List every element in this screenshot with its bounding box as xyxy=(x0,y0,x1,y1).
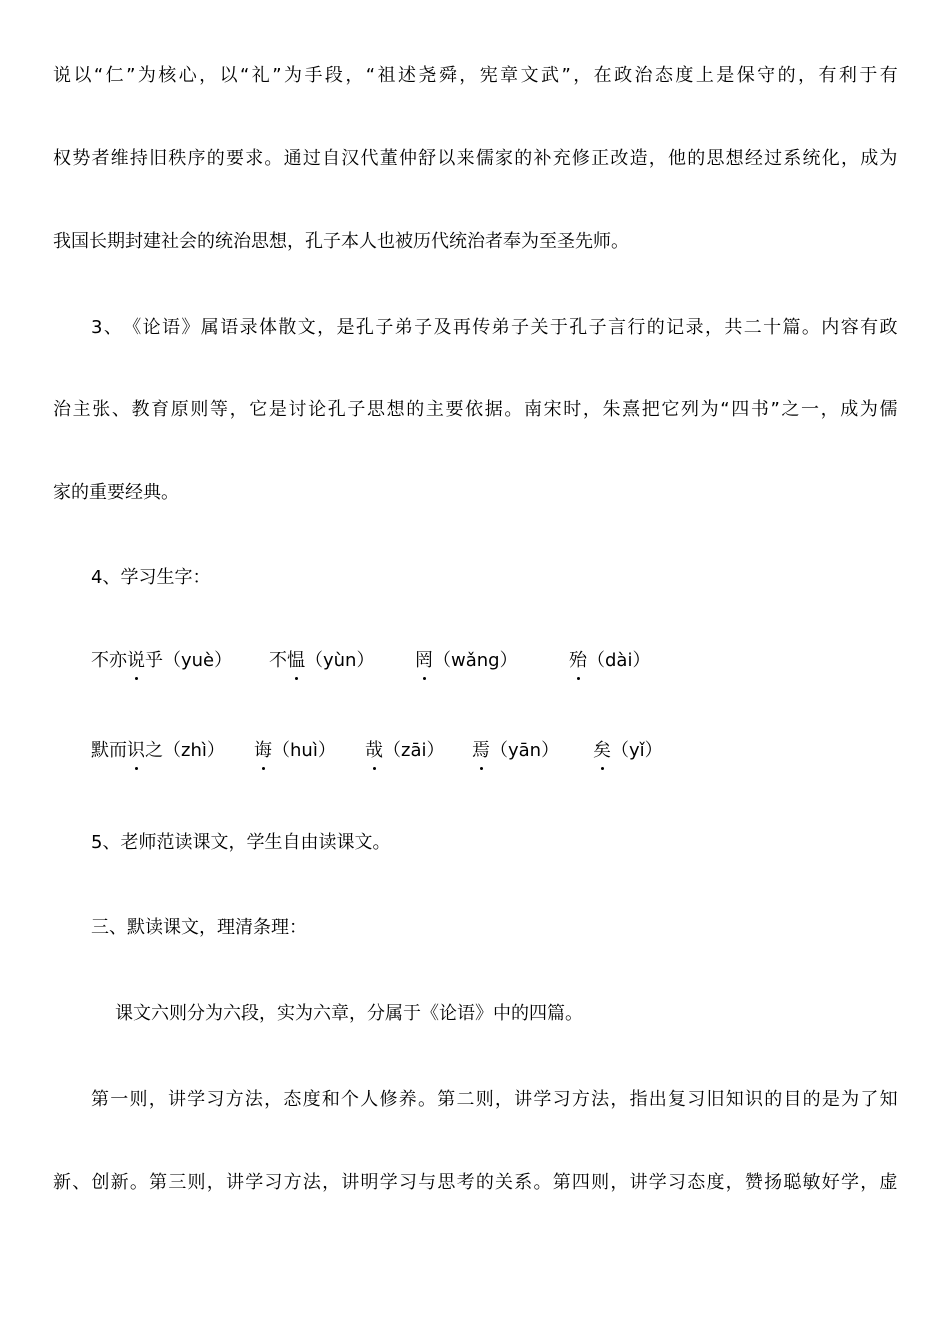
paragraph-2-line-3: 家的重要经典。 xyxy=(53,482,179,503)
vocab-row-1 xyxy=(0,649,950,689)
vocab-item: 殆（dài） xyxy=(569,650,651,671)
vocab-item: 诲（huì） xyxy=(254,740,336,761)
paragraph-6: 课文六则分为六段，实为六章，分属于《论语》中的四篇。 xyxy=(115,1003,583,1024)
paragraph-2-line-2: 治 主 张 、 教 育 原 则 等 ， 它 是 讨 论 孔 子 思 想 的 主 要 依 据 。 南 宋 时 ， 朱 熹 把 它 列 为 “ 四 书 ” 之 一 ， 成 为 儒 xyxy=(53,399,898,420)
section-heading: 三、默读课文，理清条理： xyxy=(91,917,307,938)
emphasis-dot-char: 罔 xyxy=(415,650,433,671)
vocab-item: 不亦说乎（yuè） xyxy=(91,650,233,671)
emphasis-dot-char: 愠 xyxy=(287,650,305,671)
vocab-item: 焉（yān） xyxy=(472,740,560,761)
vocab-item: 不愠（yùn） xyxy=(269,650,375,671)
emphasis-dot-char: 哉 xyxy=(365,740,383,761)
vocab-row-2 xyxy=(0,739,950,779)
vocab-item: 矣（yǐ） xyxy=(593,740,663,761)
emphasis-dot-char: 识 xyxy=(127,740,145,761)
paragraph-5: 5、老师范读课文，学生自由读课文。 xyxy=(91,832,391,853)
paragraph-1-line-2: 权 势 者 维 持 旧 秩 序 的 要 求 。 通 过 自 汉 代 董 仲 舒 以 来 儒 家 的 补 充 修 正 改 造 ， 他 的 思 想 经 过 系 统 化 ， 成 为 xyxy=(53,148,898,169)
paragraph-1-line-3: 我国长期封建社会的统治思想，孔子本人也被历代统治者奉为至圣先师。 xyxy=(53,231,629,252)
paragraph-2-line-1: 3 、 《 论 语 》 属 语 录 体 散 文 ， 是 孔 子 弟 子 及 再 传 弟 子 关 于 孔 子 言 行 的 记 录 ， 共 二 十 篇 。 内 容 有 政 xyxy=(91,317,898,338)
vocab-item: 默而识之（zhì） xyxy=(91,740,225,761)
emphasis-dot-char: 焉 xyxy=(472,740,490,761)
vocab-heading: 4、学习生字： xyxy=(91,567,211,588)
paragraph-7-line-2: 新 、 创 新 。 第 三 则 ， 讲 学 习 方 法 ， 讲 明 学 习 与 思 考 的 关 系 。 第 四 则 ， 讲 学 习 态 度 ， 赞 扬 聪 敏 好 学 ， 虚 xyxy=(53,1172,898,1193)
emphasis-dot-char: 殆 xyxy=(569,650,587,671)
vocab-item: 哉（zāi） xyxy=(365,740,445,761)
emphasis-dot-char: 矣 xyxy=(593,740,611,761)
paragraph-1-line-1: 说 以 “ 仁 ” 为 核 心 ， 以 “ 礼 ” 为 手 段 ， “ 祖 述 尧 舜 ， 宪 章 文 武 ” ， 在 政 治 态 度 上 是 保 守 的 ， 有 利 于 有 xyxy=(53,65,898,86)
emphasis-dot-char: 诲 xyxy=(254,740,272,761)
emphasis-dot-char: 说 xyxy=(127,650,145,671)
paragraph-7-line-1: 第 一 则 ， 讲 学 习 方 法 ， 态 度 和 个 人 修 养 。 第 二 则 ， 讲 学 习 方 法 ， 指 出 复 习 旧 知 识 的 目 的 是 为 了 知 xyxy=(91,1089,898,1110)
vocab-item: 罔（wǎng） xyxy=(415,650,518,671)
